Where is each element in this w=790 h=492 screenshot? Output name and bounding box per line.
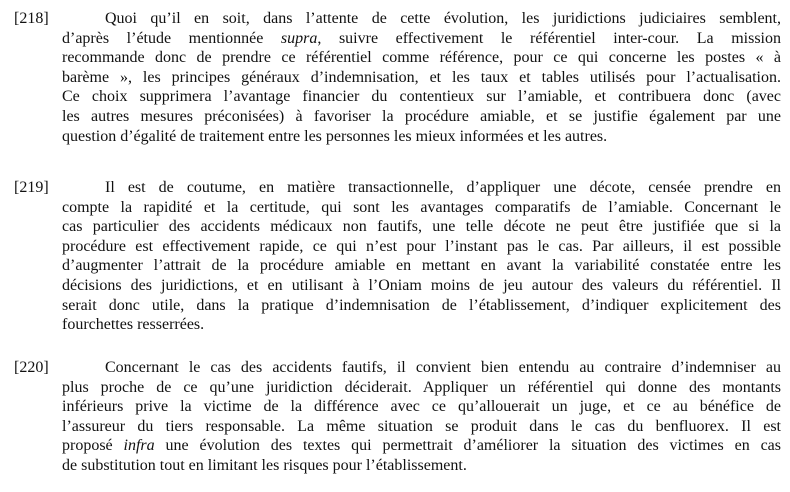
text-run: , suivre effectivement le référentiel inter-cour. La mission [317, 29, 781, 47]
text-run: d’augmenter l’attrait de la procédure amiable en mettant en avant la variabilité constatée entre les [62, 257, 781, 275]
text-run: les autres mesures préconisées) à favoriser la procédure amiable, et se justifie également par une [62, 107, 781, 125]
text-line [62, 378, 781, 398]
text-line [62, 315, 781, 335]
paragraph-body [62, 358, 781, 476]
text-run: Concernant le cas des accidents fautifs, il convient bien entendu au contraire d’indemniser au [105, 359, 781, 376]
text-line [62, 296, 781, 316]
text-run: d’après l’étude mentionnée [62, 29, 281, 47]
text-run: décisions des juridictions, et en utilisant à l’Oniam moins de jeu autour des valeurs du référentiel. Il [62, 276, 781, 294]
paragraph-number: [219] [14, 179, 49, 196]
text-line [62, 9, 781, 29]
text-run: fourchettes resserrées. [62, 316, 205, 334]
text-line [62, 256, 781, 276]
text-line [62, 178, 781, 198]
text-run: recommande donc de prendre ce référentiel comme référence, pour ce qui concerne les postes « à [62, 49, 781, 67]
text-line [62, 237, 781, 257]
italic-term: infra [123, 437, 155, 455]
text-line [62, 358, 781, 378]
text-run: procédure est effectivement rapide, ce qui n’est pour l’instant pas le cas. Par ailleurs, il est possible [62, 237, 781, 255]
text-line [62, 417, 781, 437]
text-run: inférieurs prive la victime de la différence avec ce qu’allouerait un juge, et ce au bénéfice de [62, 398, 781, 416]
text-line [62, 276, 781, 296]
text-run: de substitution tout en limitant les risques pour l’établissement. [62, 456, 467, 474]
text-run: question d’égalité de traitement entre les personnes les mieux informées et les autres. [62, 127, 608, 145]
text-line [62, 198, 781, 218]
paragraph-body [62, 9, 781, 146]
text-line [62, 217, 781, 237]
text-run: une évolution des textes qui permettrait d’améliorer la situation des victimes en cas [154, 437, 782, 455]
text-run: proposé [62, 437, 124, 455]
text-run: barème », les principes généraux d’indemnisation, et les taux et tables utilisés pour l’actualisation. [62, 68, 781, 86]
text-line [62, 107, 781, 127]
text-run: serait donc utile, dans la pratique d’indemnisation de l’établissement, d’indiquer explicitement des [62, 296, 781, 314]
text-run: compte la rapidité et la certitude, qui sont les avantages comparatifs de l’amiable. Concernant le [62, 198, 781, 216]
italic-term: supra [280, 29, 318, 47]
paragraph-number: [218] [14, 10, 49, 27]
text-line [62, 397, 781, 417]
text-line [62, 87, 781, 107]
text-run: cas particulier des accidents médicaux non fautifs, une telle décote ne peut être justifiée que si la [62, 218, 781, 236]
text-run: Quoi qu’il en soit, dans l’attente de cette évolution, les juridictions judiciaires semblent, [105, 10, 781, 27]
paragraph-number: [220] [14, 359, 49, 376]
text-run: Il est de coutume, en matière transactionnelle, d’appliquer une décote, censée prendre en [105, 179, 781, 196]
text-run: Ce choix supprimera l’avantage financier du contentieux sur l’amiable, et contribuera donc (avec [62, 88, 781, 106]
text-line [62, 48, 781, 68]
text-line [62, 68, 781, 88]
text-run: plus proche de ce qu’une juridiction déciderait. Appliquer un référentiel qui donne des montants [62, 378, 781, 396]
text-line [62, 456, 781, 476]
paragraph-body [62, 178, 781, 335]
text-line [62, 127, 781, 147]
text-line [62, 29, 781, 49]
text-run: l’assureur du tiers responsable. La même situation se produit dans le cas du benfluorex. Il est [62, 417, 781, 435]
text-line [62, 436, 781, 456]
